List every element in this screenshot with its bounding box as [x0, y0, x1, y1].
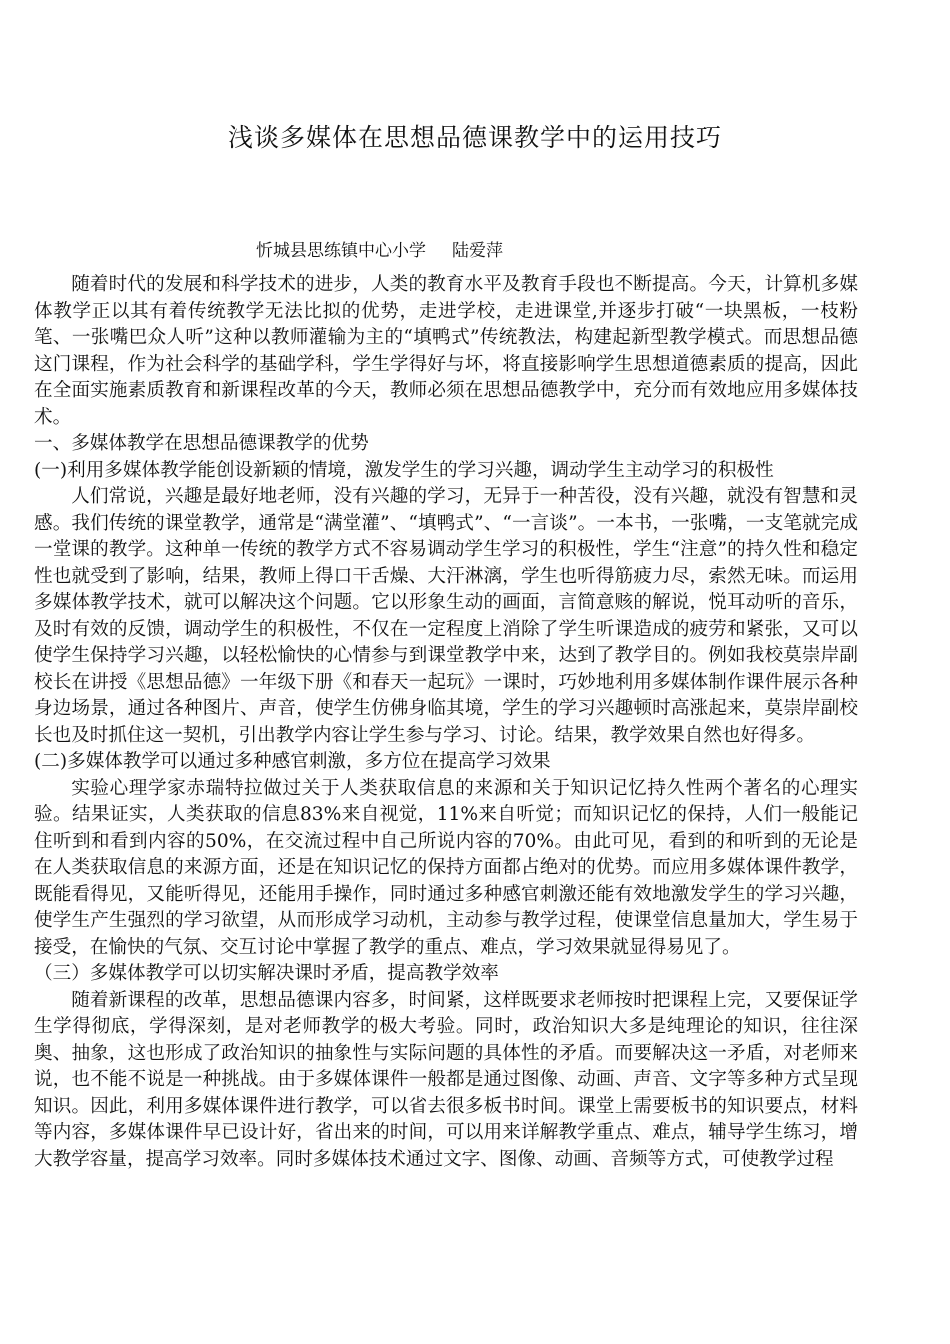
section-heading-1: 一、多媒体教学在思想品德课教学的优势	[34, 433, 369, 454]
paragraph-intro: 随着时代的发展和科学技术的进步，人类的教育水平及教育手段也不断提高。今天，计算机多媒体教学正以其有着传统教学无法比拟的优势，走进学校，走进课堂,并逐步打破“一块黑板，一枝粉笔、一张嘴巴众人听”这种以教师灌输为主的“填鸭式”传统教法，构建起新型教学模式。而思想品德这门课程，作为社会科学的基础学科，学生学得好与坏，将直接影响学生思想道德素质的提高，因此在全面实施素质教育和新课程改革的今天，教师必须在思想品德教学中，充分而有效地应用多媒体技术。	[34, 274, 858, 428]
document-body	[34, 272, 858, 1173]
author-school: 忻城县思练镇中心小学	[256, 241, 426, 261]
subsection-heading-1: (一)利用多媒体教学能创设新颖的情境，激发学生的学习兴趣，调动学生主动学习的积极性	[34, 459, 774, 481]
author-name: 陆爱萍	[452, 241, 503, 261]
paragraph-2: 实验心理学家赤瑞特拉做过关于人类获取信息的来源和关于知识记忆持久性两个著名的心理实验。结果证实，人类获取的信息83%来自视觉，11%来自听觉；而知识记忆的保持，人们一般能记住听到和看到内容的50%，在交流过程中自己所说内容的70%。由此可见，看到的和听到的无论是在人类获取信息的来源方面，还是在知识记忆的保持方面都占绝对的优势。而应用多媒体课件教学，既能看得见，又能听得见，还能用手操作，同时通过多种感官刺激还能有效地激发学生的学习兴趣，使学生产生强烈的学习欲望，从而形成学习动机，主动参与教学过程，使课堂信息量加大，学生易于接受，在愉快的气氛、交互讨论中掌握了教学的重点、难点，学习效果就显得易见了。	[34, 777, 858, 958]
paragraph-3: 随着新课程的改革，思想品德课内容多，时间紧，这样既要求老师按时把课程上完，又要保证学生学得彻底，学得深刻，是对老师教学的极大考验。同时，政治知识大多是纯理论的知识，往往深奥、抽象，这也形成了政治知识的抽象性与实际问题的具体性的矛盾。而要解决这一矛盾，对老师来说，也不能不说是一种挑战。由于多媒体课件一般都是通过图像、动画、声音、文字等多种方式呈现知识。因此，利用多媒体课件进行教学，可以省去很多板书时间。课堂上需要板书的知识要点，材料等内容，多媒体课件早已设计好，省出来的时间，可以用来详解教学重点、难点，辅导学生练习，增大教学容量，提高学习效率。同时多媒体技术通过文字、图像、动画、音频等方式，可使教学过程	[34, 989, 858, 1170]
subsection-heading-3: （三）多媒体教学可以切实解决课时矛盾，提高教学效率	[34, 963, 499, 984]
subsection-heading-2: (二)多媒体教学可以通过多种感官刺激，多方位在提高学习效果	[34, 751, 551, 772]
author-line	[256, 236, 503, 261]
paragraph-1: 人们常说，兴趣是最好地老师，没有兴趣的学习，无异于一种苦役，没有兴趣，就没有智慧和灵感。我们传统的课堂教学，通常是“满堂灌”、“填鸭式”、“一言谈”。一本书，一张嘴，一支笔就完成一堂课的教学。这种单一传统的教学方式不容易调动学生学习的积极性，学生“注意”的持久性和稳定性也就受到了影响，结果，教师上得口干舌燥、大汗淋漓，学生也听得筋疲力尽，索然无味。而运用多媒体教学技术，就可以解决这个问题。它以形象生动的画面，言简意赅的解说，悦耳动听的音乐，及时有效的反馈，调动学生的积极性，不仅在一定程度上消除了学生听课造成的疲劳和紧张，又可以使学生保持学习兴趣，以轻松愉快的心情参与到课堂教学中来，达到了教学目的。例如我校莫崇岸副校长在讲授《思想品德》一年级下册《和春天一起玩》一课时，巧妙地利用多媒体制作课件展示各种身边场景，通过各种图片、声音，使学生仿佛身临其境，学生的学习兴趣顿时高涨起来，莫崇岸副校长也及时抓住这一契机，引出教学内容让学生参与学习、讨论。结果，教学效果自然也好得多。	[34, 486, 858, 746]
document-title: 浅谈多媒体在思想品德课教学中的运用技巧	[227, 123, 722, 152]
